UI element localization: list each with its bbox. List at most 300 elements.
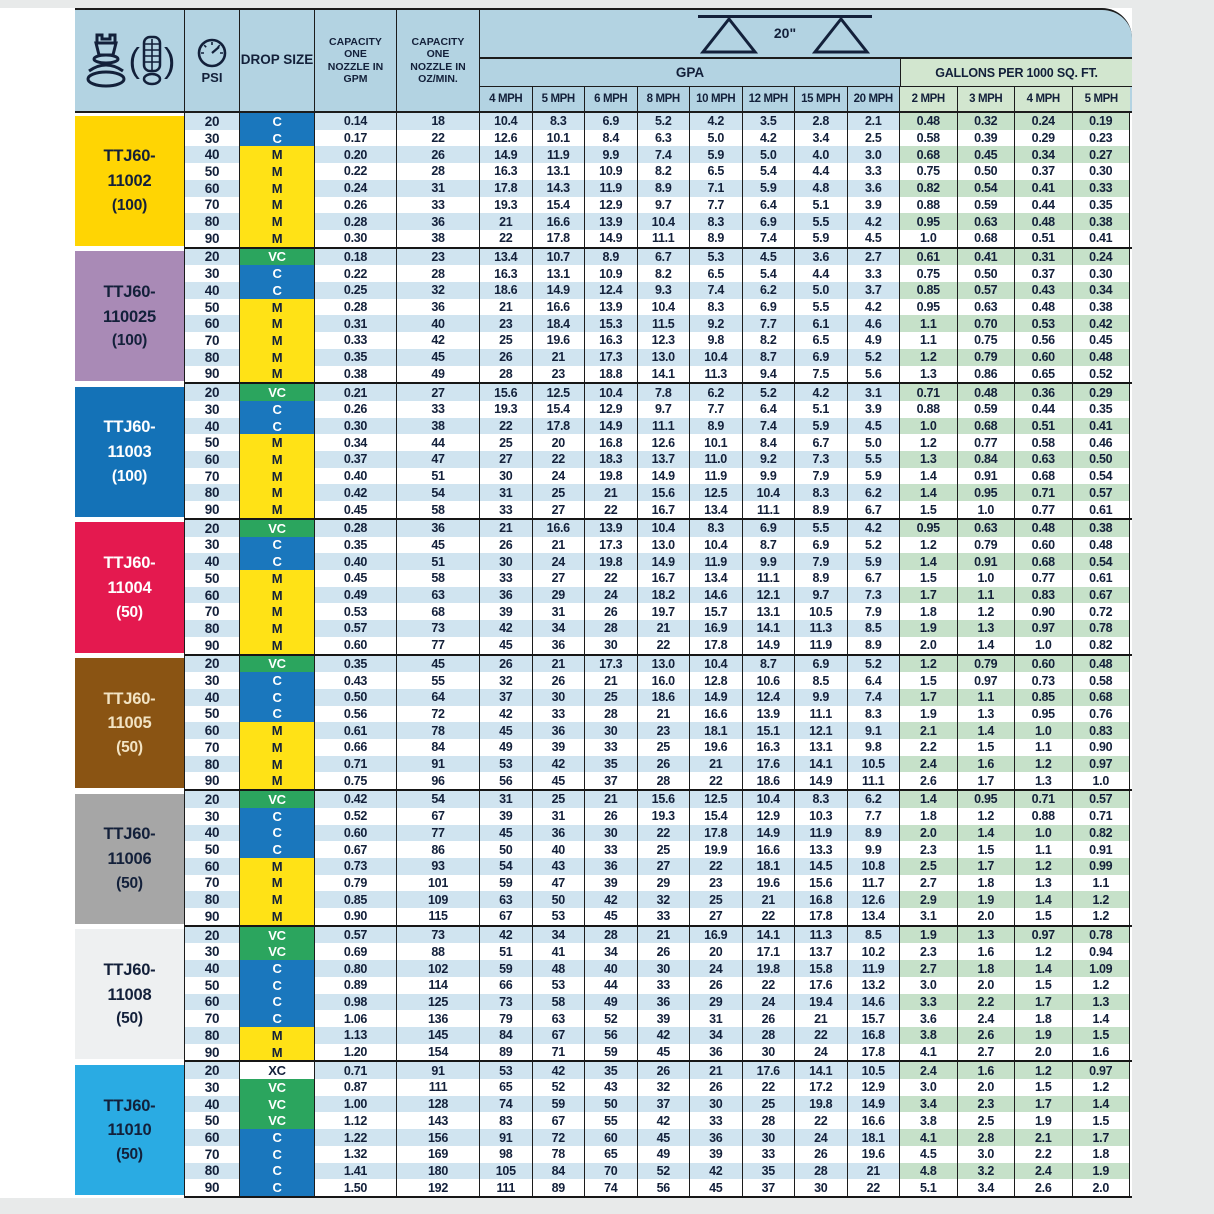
gallons-cell: 0.45: [1073, 332, 1131, 349]
gallons-cell: 0.91: [958, 553, 1016, 570]
gpa-cell: 3.6: [848, 180, 901, 197]
gallons-cell: 0.88: [900, 401, 958, 418]
gallons-cell: 1.8: [1015, 1010, 1073, 1027]
gpa-cell: 83: [480, 1112, 533, 1129]
gpa-cell: 15.6: [795, 875, 848, 892]
gallons-cell: 0.97: [958, 672, 1016, 689]
gpa-cell: 13.0: [638, 349, 691, 366]
ozmin-cell: 51: [397, 468, 480, 485]
gpm-cell: 0.35: [315, 656, 397, 673]
gallons-cell: 0.79: [958, 349, 1016, 366]
gpa-cell: 28: [638, 772, 691, 789]
gpa-cell: 41: [533, 943, 586, 960]
gallons-cell: 1.2: [900, 537, 958, 554]
gpa-cell: 19.3: [480, 197, 533, 214]
gpa-cell: 9.1: [848, 722, 901, 739]
ozmin-cell: 84: [397, 739, 480, 756]
drop-size-cell: M: [240, 756, 315, 773]
gallons-cell: 1.5: [1015, 908, 1073, 925]
gpa-cell: 27: [533, 570, 586, 587]
gpa-cell: 8.5: [848, 620, 901, 637]
gpa-cell: 7.4: [848, 689, 901, 706]
gpa-cell: 21: [480, 520, 533, 537]
gpa-cell: 11.7: [848, 875, 901, 892]
gallons-cell: 0.38: [1073, 213, 1131, 230]
gpa-cell: 30: [795, 1179, 848, 1196]
gpa-cell: 12.1: [743, 587, 796, 604]
gallons-cell: 1.5: [900, 672, 958, 689]
gpa-speed-header: 15 MPH: [795, 87, 848, 111]
gallons-cell: 1.4: [900, 553, 958, 570]
gpa-cell: 11.1: [848, 772, 901, 789]
gallons-cell: 0.61: [900, 249, 958, 266]
psi-cell: 70: [185, 875, 240, 892]
gpa-cell: 12.4: [743, 689, 796, 706]
gallons-cell: 3.4: [958, 1179, 1016, 1196]
gpa-cell: 53: [480, 1062, 533, 1079]
gallons-cell: 2.4: [900, 756, 958, 773]
gallons-cell: 2.0: [1073, 1179, 1131, 1196]
gpm-cell: 0.49: [315, 587, 397, 604]
drop-size-cell: M: [240, 1027, 315, 1044]
gpa-cell: 8.9: [795, 570, 848, 587]
gallons-cell: 0.53: [1015, 315, 1073, 332]
gpm-cell: 0.35: [315, 537, 397, 554]
group-rows: [185, 791, 1132, 927]
gpa-cell: 21: [690, 1062, 743, 1079]
gpa-cell: 6.9: [743, 213, 796, 230]
gpa-cell: 14.9: [848, 1096, 901, 1113]
gpa-cell: 37: [585, 772, 638, 789]
gallons-cell: 0.77: [1015, 501, 1073, 518]
gpa-cell: 17.8: [795, 908, 848, 925]
gpa-cell: 39: [638, 1010, 691, 1027]
ozmin-cell: 192: [397, 1179, 480, 1196]
ozmin-cell: 169: [397, 1146, 480, 1163]
gpa-cell: 34: [533, 620, 586, 637]
gpa-cell: 19.6: [533, 332, 586, 349]
drop-size-cell: M: [240, 468, 315, 485]
gpa-cell: 12.9: [585, 197, 638, 214]
gpm-cell: 1.12: [315, 1112, 397, 1129]
gpa-cell: 13.7: [795, 943, 848, 960]
gallons-cell: 0.54: [1073, 553, 1131, 570]
gallons-cell: 0.95: [900, 520, 958, 537]
drop-size-cell: VC: [240, 520, 315, 537]
gallons-cell: 0.54: [1073, 468, 1131, 485]
gallons-cell: 0.91: [958, 468, 1016, 485]
gpa-cell: 29: [533, 587, 586, 604]
gallons-cell: 0.51: [1015, 230, 1073, 247]
group-rows: [185, 927, 1132, 1063]
gpa-cell: 21: [585, 672, 638, 689]
gpa-cell: 42: [480, 927, 533, 944]
gpa-cell: 13.4: [848, 908, 901, 925]
gpa-cell: 7.1: [690, 180, 743, 197]
gallons-cell: 0.90: [1073, 739, 1131, 756]
gallons-cell: 0.60: [1015, 537, 1073, 554]
psi-cell: 40: [185, 825, 240, 842]
gallons-cell: 1.2: [900, 434, 958, 451]
gpa-cell: 74: [480, 1096, 533, 1113]
model-prefix: TTJ60-: [103, 960, 156, 979]
gallons-cell: 0.54: [958, 180, 1016, 197]
ozmin-cell: 36: [397, 520, 480, 537]
gallons-cell: 1.2: [1073, 977, 1131, 994]
gpm-cell: 0.53: [315, 603, 397, 620]
ozmin-cell: 154: [397, 1044, 480, 1061]
gpa-cell: 42: [533, 756, 586, 773]
table-row: [185, 1096, 1132, 1113]
gpa-cell: 26: [480, 656, 533, 673]
gpa-cell: 16.6: [848, 1112, 901, 1129]
drop-size-cell: M: [240, 1044, 315, 1061]
gpa-cell: 18.2: [638, 587, 691, 604]
table-row: [185, 891, 1132, 908]
close-paren: ): [164, 41, 176, 80]
gpa-cell: 72: [533, 1129, 586, 1146]
gpa-cell: 6.7: [638, 249, 691, 266]
gpa-cell: 24: [533, 468, 586, 485]
ozmin-cell: 180: [397, 1163, 480, 1180]
gpa-cell: 18.1: [690, 722, 743, 739]
gpa-cell: 23: [690, 875, 743, 892]
ozmin-cell: 102: [397, 960, 480, 977]
gpa-cell: 36: [690, 1129, 743, 1146]
strainer-count: (100): [111, 332, 148, 350]
gpm-cell: 1.00: [315, 1096, 397, 1113]
table-row: [185, 908, 1132, 925]
gpa-cell: 24: [533, 553, 586, 570]
psi-cell: 50: [185, 570, 240, 587]
psi-label: PSI: [201, 69, 223, 85]
drop-size-cell: VC: [240, 384, 315, 401]
gpa-cell: 12.1: [795, 722, 848, 739]
ozmin-cell: 145: [397, 1027, 480, 1044]
psi-cell: 20: [185, 113, 240, 130]
gpm-cell: 0.42: [315, 484, 397, 501]
gallons-cell: 1.0: [900, 230, 958, 247]
table-row: [185, 825, 1132, 842]
gpa-cell: 50: [585, 1096, 638, 1113]
gpa-cell: 30: [743, 1044, 796, 1061]
drop-size-cell: M: [240, 180, 315, 197]
gallons-cell: 0.44: [1015, 197, 1073, 214]
gallons-cell: 1.0: [958, 501, 1016, 518]
gallons-cell: 4.8: [900, 1163, 958, 1180]
gpa-cell: 34: [533, 927, 586, 944]
gallons-cell: 0.73: [1015, 672, 1073, 689]
gpa-cell: 16.9: [690, 620, 743, 637]
gpa-cell: 6.3: [638, 130, 691, 147]
gallons-cell: 1.2: [1073, 908, 1131, 925]
gpa-cell: 37: [743, 1179, 796, 1196]
ozmin-cell: 93: [397, 858, 480, 875]
gpa-cell: 10.4: [743, 791, 796, 808]
gallons-cell: 0.88: [1015, 808, 1073, 825]
gallons-cell: 0.79: [958, 537, 1016, 554]
gpa-cell: 13.3: [795, 841, 848, 858]
gpa-cell: 42: [480, 706, 533, 723]
drop-size-cell: C: [240, 808, 315, 825]
gallons-cell: 0.51: [1015, 418, 1073, 435]
gallons-cell: 1.0: [1015, 825, 1073, 842]
psi-cell: 70: [185, 603, 240, 620]
gpa-cell: 16.6: [533, 213, 586, 230]
gpa-cell: 24: [795, 1044, 848, 1061]
gpa-cell: 22: [585, 501, 638, 518]
gallons-cell: 2.2: [900, 739, 958, 756]
gpa-cell: 30: [533, 689, 586, 706]
gallons-cell: 1.2: [1015, 943, 1073, 960]
gpa-cell: 28: [743, 1027, 796, 1044]
gpa-cell: 8.9: [585, 249, 638, 266]
table-body: [75, 113, 1132, 1198]
nozzle-model-label: [75, 794, 184, 924]
gpa-cell: 56: [585, 1027, 638, 1044]
gpa-cell: 21: [690, 756, 743, 773]
drop-size-cell: M: [240, 434, 315, 451]
gpa-cell: 9.3: [638, 282, 691, 299]
gpa-cell: 10.3: [795, 808, 848, 825]
gpa-cell: 4.6: [848, 315, 901, 332]
gpa-cell: 3.7: [848, 282, 901, 299]
gpa-cell: 21: [533, 656, 586, 673]
model-number: 11002: [107, 171, 152, 190]
drop-size-cell: M: [240, 315, 315, 332]
gpa-cell: 17.8: [533, 230, 586, 247]
gallons-cell: 1.3: [958, 927, 1016, 944]
gpa-cell: 31: [480, 484, 533, 501]
gpa-cell: 25: [533, 791, 586, 808]
gpa-cell: 48: [533, 960, 586, 977]
gpa-cell: 35: [743, 1163, 796, 1180]
gpa-cell: 27: [533, 501, 586, 518]
psi-cell: 60: [185, 994, 240, 1011]
table-row: [185, 384, 1132, 401]
table-row: [185, 468, 1132, 485]
gpa-cell: 30: [638, 960, 691, 977]
table-row: [185, 299, 1132, 316]
gpm-cell: 0.56: [315, 706, 397, 723]
gallons-cell: 0.42: [1073, 315, 1131, 332]
gpa-cell: 7.7: [690, 197, 743, 214]
gpa-cell: 26: [690, 977, 743, 994]
gpa-cell: 15.4: [533, 197, 586, 214]
drop-size-cell: C: [240, 1179, 315, 1196]
psi-cell: 60: [185, 858, 240, 875]
gpa-cell: 32: [638, 1079, 691, 1096]
gpm-cell: 1.22: [315, 1129, 397, 1146]
ozmin-cell: 58: [397, 501, 480, 518]
gallons-cell: 0.63: [958, 520, 1016, 537]
gpa-cell: 8.9: [638, 180, 691, 197]
gallons-cell: 0.71: [1073, 808, 1131, 825]
gpa-cell: 12.9: [585, 401, 638, 418]
gpm-cell: 1.06: [315, 1010, 397, 1027]
gallons-cell: 1.4: [958, 825, 1016, 842]
gallons-cell: 0.52: [1073, 366, 1131, 383]
gpa-cell: 16.8: [848, 1027, 901, 1044]
table-row: [185, 1062, 1132, 1079]
gallons-cell: 0.79: [958, 656, 1016, 673]
drop-size-cell: C: [240, 672, 315, 689]
gpa-cell: 11.3: [690, 366, 743, 383]
gallons-cell: 2.4: [1015, 1163, 1073, 1180]
gpa-cell: 22: [533, 451, 586, 468]
drop-size-cell: C: [240, 282, 315, 299]
gpa-cell: 7.5: [795, 366, 848, 383]
gpa-cell: 5.0: [743, 146, 796, 163]
gpa-cell: 26: [585, 603, 638, 620]
gpa-cell: 6.2: [743, 282, 796, 299]
gpa-cell: 6.9: [743, 520, 796, 537]
gpa-cell: 4.8: [795, 180, 848, 197]
gpa-cell: 13.1: [743, 603, 796, 620]
table-row: [185, 349, 1132, 366]
gpa-cell: 53: [533, 908, 586, 925]
gallons-cell: 2.0: [1015, 1044, 1073, 1061]
gpa-cell: 53: [533, 977, 586, 994]
strainer-count: (50): [116, 1146, 143, 1164]
gallons-cell: 0.38: [1073, 299, 1131, 316]
gpm-cell: 0.34: [315, 434, 397, 451]
psi-cell: 70: [185, 197, 240, 214]
gallons-cell: 0.50: [958, 163, 1016, 180]
gpa-cell: 8.4: [585, 130, 638, 147]
gpa-cell: 17.3: [585, 349, 638, 366]
gpa-cell: 32: [638, 891, 691, 908]
ozmin-cell: 72: [397, 706, 480, 723]
gpa-cell: 17.3: [585, 656, 638, 673]
gpa-cell: 4.2: [848, 213, 901, 230]
nozzle-group: [75, 927, 1132, 1063]
gpa-cell: 8.9: [690, 230, 743, 247]
drop-size-cell: M: [240, 213, 315, 230]
gpa-cell: 6.5: [690, 163, 743, 180]
gallons-cell: 0.41: [1073, 230, 1131, 247]
ozmin-cell: 28: [397, 265, 480, 282]
gallons-cell: 0.97: [1015, 620, 1073, 637]
drop-size-cell: M: [240, 451, 315, 468]
psi-cell: 20: [185, 656, 240, 673]
gpa-cell: 11.9: [848, 960, 901, 977]
gallons-cell: 0.23: [1073, 130, 1131, 147]
gallons-cell: 0.56: [1015, 332, 1073, 349]
drop-size-cell: C: [240, 130, 315, 147]
gpm-cell: 0.18: [315, 249, 397, 266]
ozmin-cell: 86: [397, 841, 480, 858]
gpa-cell: 16.8: [585, 434, 638, 451]
psi-cell: 80: [185, 891, 240, 908]
group-rows: [185, 656, 1132, 792]
gpa-cell: 16.0: [638, 672, 691, 689]
gallons-cell: 1.4: [1015, 891, 1073, 908]
table-row: [185, 230, 1132, 247]
gpm-cell: 0.79: [315, 875, 397, 892]
gpa-cell: 13.1: [795, 739, 848, 756]
gpa-cell: 71: [533, 1044, 586, 1061]
gallons-cell: 1.3: [1073, 994, 1131, 1011]
ozmin-cell: 49: [397, 366, 480, 383]
gallons-cell: 0.48: [1015, 299, 1073, 316]
nozzle-model-label: [75, 522, 184, 652]
table-row: [185, 520, 1132, 537]
gpa-cell: 50: [533, 891, 586, 908]
gallons-cell: 0.60: [1015, 656, 1073, 673]
gpm-cell: 0.61: [315, 722, 397, 739]
gpa-cell: 15.4: [690, 808, 743, 825]
gpa-cell: 10.4: [638, 299, 691, 316]
gpa-cell: 84: [480, 1027, 533, 1044]
gpm-cell: 1.13: [315, 1027, 397, 1044]
gpa-cell: 28: [585, 620, 638, 637]
gpa-cell: 10.4: [690, 349, 743, 366]
gallons-cell: 1.2: [1015, 756, 1073, 773]
gpm-cell: 0.30: [315, 230, 397, 247]
ozmin-cell: 22: [397, 130, 480, 147]
gpa-cell: 16.9: [690, 927, 743, 944]
gpa-cell: 7.3: [795, 451, 848, 468]
spray-overlap-icon: [698, 15, 872, 55]
gpa-cell: 98: [480, 1146, 533, 1163]
strainer-count: (50): [116, 874, 143, 892]
gpa-cell: 5.1: [795, 197, 848, 214]
gallons-cell: 0.37: [1015, 265, 1073, 282]
psi-cell: 50: [185, 977, 240, 994]
drop-size-cell: C: [240, 113, 315, 130]
gpa-cell: 18.1: [743, 858, 796, 875]
gpa-cell: 78: [533, 1146, 586, 1163]
drop-size-cell: C: [240, 553, 315, 570]
gpa-cell: 5.9: [795, 418, 848, 435]
drop-size-cell: M: [240, 332, 315, 349]
ozmin-cell: 45: [397, 349, 480, 366]
gallons-cell: 0.97: [1073, 756, 1131, 773]
table-row: [185, 451, 1132, 468]
table-row: [185, 977, 1132, 994]
gpa-cell: 33: [533, 706, 586, 723]
gpa-cell: 6.4: [743, 401, 796, 418]
nozzle-performance-table: [75, 8, 1132, 1198]
nozzle-group-label-column: [75, 927, 185, 1063]
gpa-cell: 8.7: [743, 349, 796, 366]
ozmin-cell: 18: [397, 113, 480, 130]
nozzle-model-label: [75, 251, 184, 381]
psi-cell: 90: [185, 230, 240, 247]
gpa-cell: 12.3: [638, 332, 691, 349]
gpm-cell: 0.89: [315, 977, 397, 994]
gpm-cell: 0.38: [315, 366, 397, 383]
gallons-cell: 0.24: [1073, 249, 1131, 266]
table-row: [185, 315, 1132, 332]
gpa-cell: 5.9: [795, 230, 848, 247]
gpa-cell: 35: [585, 756, 638, 773]
psi-cell: 70: [185, 739, 240, 756]
gallons-cell: 0.95: [900, 299, 958, 316]
gpm-cell: 0.66: [315, 739, 397, 756]
gallons-cell: 2.7: [900, 960, 958, 977]
gpa-cell: 23: [638, 722, 691, 739]
gallons-cell: 1.2: [900, 349, 958, 366]
gpa-cell: 33: [638, 908, 691, 925]
gpa-cell: 4.2: [690, 113, 743, 130]
nozzle-group: [75, 656, 1132, 792]
gpa-cell: 2.7: [848, 249, 901, 266]
gpa-cell: 26: [480, 349, 533, 366]
gpa-cell: 3.5: [743, 113, 796, 130]
gpa-cell: 84: [533, 1163, 586, 1180]
